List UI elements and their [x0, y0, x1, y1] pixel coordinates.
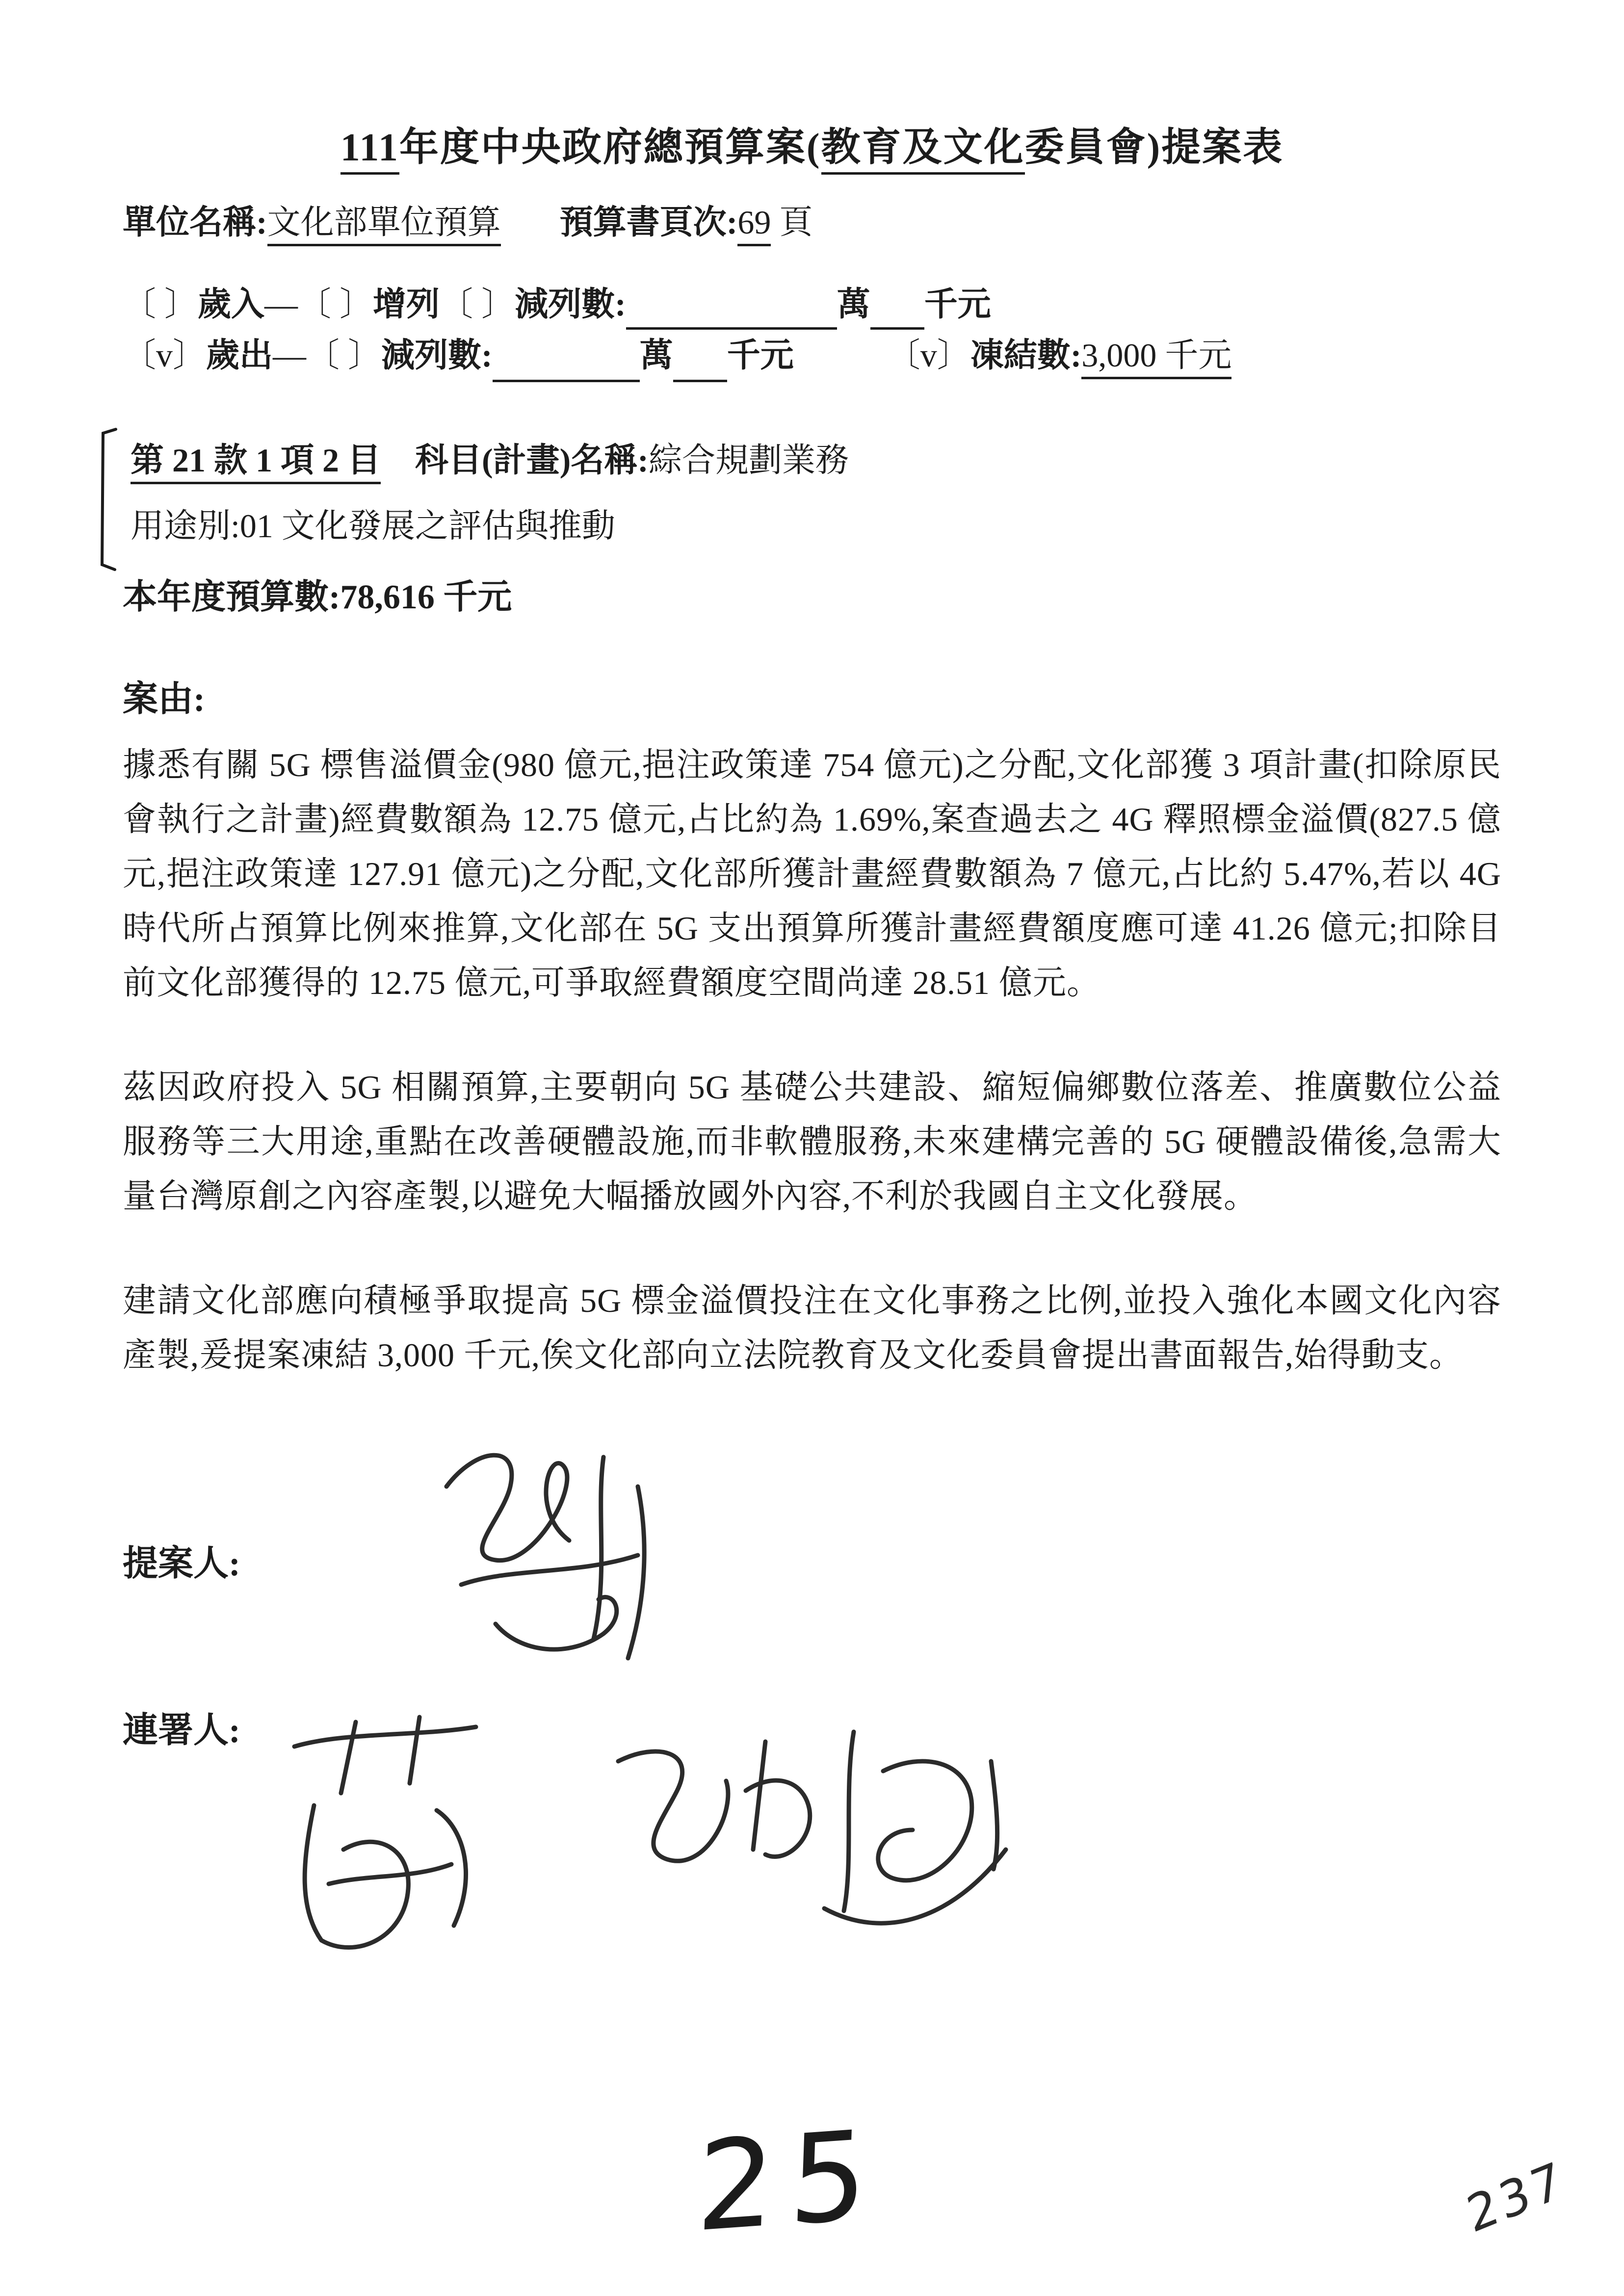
freeze-label: 凍結數:: [970, 337, 1082, 374]
qianyuan-unit-row2: 千元: [727, 337, 794, 374]
wan-unit-row1: 萬: [837, 286, 870, 323]
item-number-line: [131, 427, 1501, 493]
revenue-checkbox: 〔 〕: [123, 286, 198, 323]
amount-blank-wan-row1: [626, 293, 837, 330]
corner-page-number: 237: [1461, 2150, 1571, 2244]
subject-name-value: 綜合規劃業務: [648, 442, 849, 479]
unit-name-label: 單位名稱:: [123, 204, 267, 241]
revenue-label: 歲入: [198, 286, 265, 323]
subject-name-label: 科目(計畫)名稱:: [415, 442, 649, 479]
increase-label: 增列: [373, 286, 440, 323]
expenditure-checkbox: 〔v〕: [123, 337, 207, 374]
annual-budget-value: 78,616 千元: [340, 578, 512, 616]
budget-book-page-value: 69: [737, 204, 771, 246]
case-heading: 案由:: [123, 679, 205, 719]
expenditure-label: 歲出: [206, 337, 273, 374]
title-part2: 委員會)提案表: [1024, 126, 1284, 169]
usage-line: 用途別:01 文化發展之評估與推動: [131, 507, 615, 545]
cosigner-label: 連署人:: [123, 1711, 240, 1750]
document-title: [123, 115, 1501, 172]
revenue-option-row: [123, 279, 1501, 330]
case-paragraph-1: 據悉有關 5G 標售溢價金(980 億元,挹注政策達 754 億元)之分配,文化部獲 3 項計畫(扣除原民會執行之計畫)經費數額為 12.75 億元,占比約為 1.69%,案查過去之 4G 釋照標金溢價(827.5 億元,挹注政策達 127.91 億元)之分配,文化部所獲計畫經費數額為 7 億元,占比約 5.47%,若以 4G 時代所占預算比例來推算,文化部在 5G 支出預算所獲計畫經費額度應可達 41.26 億元;扣除目前文化部獲得的 12.75 億元,可爭取經費額度空間尚達 28.51 億元。: [123, 746, 1501, 1001]
expenditure-option-row: [123, 330, 1501, 382]
freeze-amount-value: 3,000 千元: [1081, 337, 1231, 379]
cosigner-signature-2: [579, 1702, 1030, 1977]
increase-checkbox: 〔 〕: [298, 286, 373, 323]
budget-book-page-unit: 頁: [779, 204, 813, 241]
proposer-signature: [373, 1428, 726, 1693]
amount-blank-qian-row1: [870, 293, 924, 330]
expenditure-dash: —: [273, 337, 307, 374]
freeze-checkbox: 〔v〕: [887, 337, 970, 374]
revenue-dash: —: [264, 286, 298, 323]
case-paragraph-3: 建請文化部應向積極爭取提高 5G 標金溢價投注在文化事務之比例,並投入強化本國文化內容產製,爰提案凍結 3,000 千元,俟文化部向立法院教育及文化委員會提出書面報告,始得動支。: [123, 1282, 1501, 1374]
unit-line: [123, 197, 1501, 247]
qianyuan-unit-row1: 千元: [924, 286, 991, 323]
decrease-checkbox-row1: 〔 〕: [440, 286, 515, 323]
wan-unit-row2: 萬: [639, 337, 673, 374]
title-year: 111: [341, 126, 399, 175]
unit-name-value: 文化部單位預算: [267, 204, 501, 246]
budget-option-rows: [123, 279, 1501, 382]
cosigner-signature-1: [255, 1702, 530, 1977]
proposer-label: 提案人:: [123, 1544, 240, 1583]
item-number: 第 21 款 1 項 2 目: [131, 442, 381, 484]
budget-book-page-label: 預算書頁次:: [559, 204, 738, 241]
amount-blank-wan-row2: [493, 346, 640, 382]
decrease-checkbox-row2: 〔 〕: [306, 337, 382, 374]
left-bracket-icon: [92, 425, 122, 573]
annual-budget-label: 本年度預算數:: [123, 578, 341, 616]
amount-blank-qian-row2: [673, 346, 727, 382]
decrease-label-row2: 減列數:: [381, 337, 493, 374]
subject-block: [123, 427, 1501, 559]
decrease-label-row1: 減列數:: [515, 286, 626, 323]
annual-budget-line: [123, 572, 1501, 623]
title-committee: 教育及文化: [821, 126, 1025, 175]
handwritten-page-number: 25: [694, 2103, 885, 2259]
title-part1: 年度中央政府總預算案(: [399, 126, 821, 169]
case-paragraph-2: 茲因政府投入 5G 相關預算,主要朝向 5G 基礎公共建設、縮短偏鄉數位落差、推廣數位公益服務等三大用途,重點在改善硬體設施,而非軟體服務,未來建構完善的 5G 硬體設備後,急需大量台灣原創之內容產製,以避免大幅播放國外內容,不利於我國自主文化發展。: [123, 1069, 1501, 1215]
